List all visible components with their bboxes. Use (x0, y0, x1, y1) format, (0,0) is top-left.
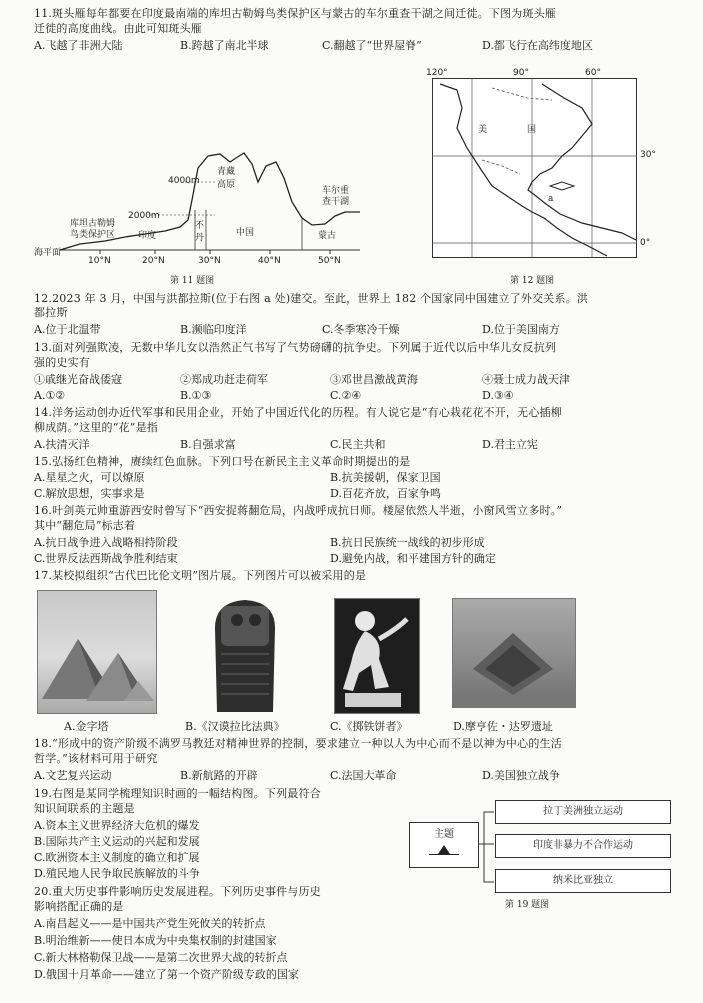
q13-option-d: D.③④ (482, 389, 514, 402)
q11-stem-line2: 迁徙的高度曲线。由此可知斑头雁 (34, 22, 202, 35)
q17-stem: 17.某校拟组织“古代巴比伦文明”图片展。下列图片可以被采用的是 (34, 569, 367, 582)
lat-30-label: 30° (640, 150, 656, 160)
q11-option-d: D.都飞行在高纬度地区 (482, 39, 593, 52)
q14-option-b: B.自强求富 (180, 438, 236, 451)
q16-option-d: D.避免内战，和平建国方针的确定 (330, 552, 496, 565)
q13-option-a: A.①② (34, 389, 66, 402)
q17-option-c: C.《掷铁饼者》 (330, 720, 408, 733)
q11-option-a: A.飞越了非洲大陆 (34, 39, 123, 52)
q19-figure-caption: 第 19 题图 (505, 900, 550, 910)
q12-stem-line1: 12.2023 年 3 月，中国与洪都拉斯(位于右图 a 处)建交。至此，世界上 182 个国家同中国建立了外交关系。洪 (34, 292, 589, 305)
q19-box-1: 拉丁美洲独立运动 (495, 800, 671, 824)
lon-120-label: 120° (426, 68, 448, 78)
q18-option-a: A.文艺复兴运动 (34, 769, 112, 782)
hammurabi-stele-photo (207, 598, 283, 712)
q12-americas-map (432, 78, 637, 258)
q18-option-b: B.新航路的开辟 (180, 769, 258, 782)
q13-item-1: ①戚继光奋战倭寇 (34, 373, 122, 386)
q15-option-a: A.星星之火，可以燎原 (34, 471, 145, 484)
q17-option-b: B.《汉谟拉比法典》 (185, 720, 285, 733)
chaganhu-label-1: 车尔重 (322, 186, 350, 196)
bhutan-label-1: 不 (195, 221, 205, 231)
mohenjo-daro-photo (452, 598, 576, 708)
q18-option-d: D.美国独立战争 (482, 769, 560, 782)
q15-option-d: D.百花齐放，百家争鸣 (330, 487, 441, 500)
q14-stem-line2: 柳成荫。”这里的“花”是指 (34, 421, 158, 434)
q19-option-a: A.资本主义世界经济大危机的爆发 (34, 819, 200, 832)
q20-option-d: D.俄国十月革命——建立了第一个资产阶级专政的国家 (34, 968, 299, 981)
q19-option-d: D.殖民地人民争取民族解放的斗争 (34, 867, 200, 880)
china-label: 中国 (236, 228, 255, 238)
q15-option-c: C.解放思想，实事求是 (34, 487, 145, 500)
q19-bracket (478, 808, 496, 888)
q15-stem: 15.弘扬红色精神，赓续红色血脉。下列口号在新民主主义革命时期提出的是 (34, 455, 411, 468)
bird-reserve-label: 鸟类保护区 (70, 230, 116, 240)
q14-option-a: A.扶清灭洋 (34, 438, 90, 451)
topic-box (409, 822, 479, 868)
q14-option-c: C.民主共和 (330, 438, 386, 451)
q13-item-2: ②郑成功赶走荷军 (180, 373, 268, 386)
qingzang-label-2: 高原 (217, 180, 236, 190)
mongolia-label: 蒙古 (318, 231, 337, 241)
india-label: 印度 (138, 231, 157, 241)
tick-30n: 30°N (198, 256, 221, 266)
statue-icon (335, 599, 419, 713)
q11-option-c: C.翻越了“世界屋脊” (322, 39, 422, 52)
q20-stem-line2: 影响搭配正确的是 (34, 900, 124, 913)
ruins-icon (453, 599, 575, 707)
discobolus-photo (334, 598, 420, 714)
honduras-point-label: a (548, 194, 554, 204)
lat-0-label: 0° (640, 238, 651, 248)
q19-option-b: B.国际共产主义运动的兴起和发展 (34, 835, 200, 848)
q13-option-c: C.②④ (330, 389, 362, 402)
q20-option-a: A.南昌起义——是中国共产党生死攸关的转折点 (34, 917, 266, 930)
2000m-label: 2000m (128, 211, 160, 221)
q16-option-b: B.抗日民族统一战线的初步形成 (330, 536, 485, 549)
q13-item-3: ③邓世昌激战黄海 (330, 373, 418, 386)
q19-box-2: 印度非暴力不合作运动 (495, 834, 671, 858)
tick-40n: 40°N (258, 256, 281, 266)
q13-option-b: B.①③ (180, 389, 212, 402)
q12-option-b: B.濒临印度洋 (180, 323, 247, 336)
q20-option-b: B.明治维新——使日本成为中央集权制的封建国家 (34, 934, 277, 947)
q12-stem-line2: 都拉斯 (34, 306, 68, 319)
topic-label: 主题 (434, 829, 454, 840)
q16-option-c: C.世界反法西斯战争胜利结束 (34, 552, 178, 565)
triangle-icon (438, 845, 450, 854)
q13-stem-line2: 强的史实有 (34, 356, 90, 369)
q14-stem-line1: 14.洋务运动创办近代军事和民用企业，开始了中国近代化的历程。有人说它是“有心栽花花不开，无心插柳 (34, 406, 562, 419)
q19-option-c: C.欧洲资本主义制度的确立和扩展 (34, 851, 200, 864)
q11-option-b: B.跨越了南北半球 (180, 39, 269, 52)
q13-stem-line1: 13.面对列强欺凌，无数中华儿女以浩然正气书写了气势磅礴的抗争史。下列属于近代以后中华儿女反抗列 (34, 341, 557, 354)
stele-icon (207, 598, 283, 712)
q18-stem-line2: 哲学。”该材料可用于研究 (34, 752, 158, 765)
kutangulem-label: 库坦古勒姆 (70, 219, 116, 229)
q12-option-a: A.位于北温带 (34, 323, 101, 336)
tick-10n: 10°N (88, 256, 111, 266)
q20-stem-line1: 20.重大历史事件影响历史发展进程。下列历史事件与历史 (34, 885, 321, 898)
q12-option-c: C.冬季寒冷干燥 (322, 323, 400, 336)
q18-option-c: C.法国大革命 (330, 769, 397, 782)
q19-stem-line1: 19.右图是某同学梳理知识时画的一幅结构图。下列最符合 (34, 787, 321, 800)
q20-option-c: C.新大林格勒保卫战——是第二次世界大战的转折点 (34, 951, 288, 964)
lon-60-label: 60° (585, 68, 601, 78)
q12-option-d: D.位于美国南方 (482, 323, 560, 336)
pyramid-icon (38, 591, 156, 713)
tick-50n: 50°N (318, 256, 341, 266)
q19-box-3: 纳米比亚独立 (495, 869, 671, 893)
pyramids-photo (37, 590, 157, 714)
q16-option-a: A.抗日战争进入战略相持阶段 (34, 536, 178, 549)
q15-option-b: B.抗美援朝，保家卫国 (330, 471, 441, 484)
q16-stem-line1: 16.叶剑英元帅重游西安时曾写下“西安捉蒋翻危局，内战呼成抗日师。楼屋依然人半逝，小窗风雪立多时。” (34, 504, 563, 517)
bhutan-label-2: 丹 (195, 233, 205, 243)
q11-altitude-profile (30, 140, 365, 290)
tick-20n: 20°N (142, 256, 165, 266)
q12-figure-caption: 第 12 题图 (510, 276, 555, 286)
q17-option-a: A.金字塔 (64, 720, 109, 733)
usa-label-1: 美 (478, 125, 488, 135)
q18-stem-line1: 18.“形成中的资产阶级不满罗马教廷对精神世界的控制，要求建立一种以人为中心而不是以神为中心的生活 (34, 737, 562, 750)
q11-stem-line1: 11.斑头雁每年都要在印度最南端的库坦古勒姆鸟类保护区与蒙古的车尔重查干湖之间迁徙。下图为斑头雁 (34, 7, 557, 20)
4000m-label: 4000m (168, 176, 200, 186)
sea-level-label: 海平面 (34, 248, 62, 258)
lon-90-label: 90° (513, 68, 529, 78)
chaganhu-label-2: 查干湖 (322, 197, 350, 207)
qingzang-label-1: 青藏 (217, 167, 236, 177)
usa-label-2: 国 (527, 125, 537, 135)
q13-item-4: ④聂士成力战天津 (482, 373, 570, 386)
q14-option-d: D.君主立宪 (482, 438, 538, 451)
q16-stem-line2: 其中“翻危局”标志着 (34, 519, 136, 532)
q19-stem-line2: 知识间联系的主题是 (34, 802, 135, 815)
q17-option-d: D.摩亨佐・达罗遗址 (453, 720, 553, 733)
q11-figure-caption: 第 11 题图 (170, 276, 215, 286)
